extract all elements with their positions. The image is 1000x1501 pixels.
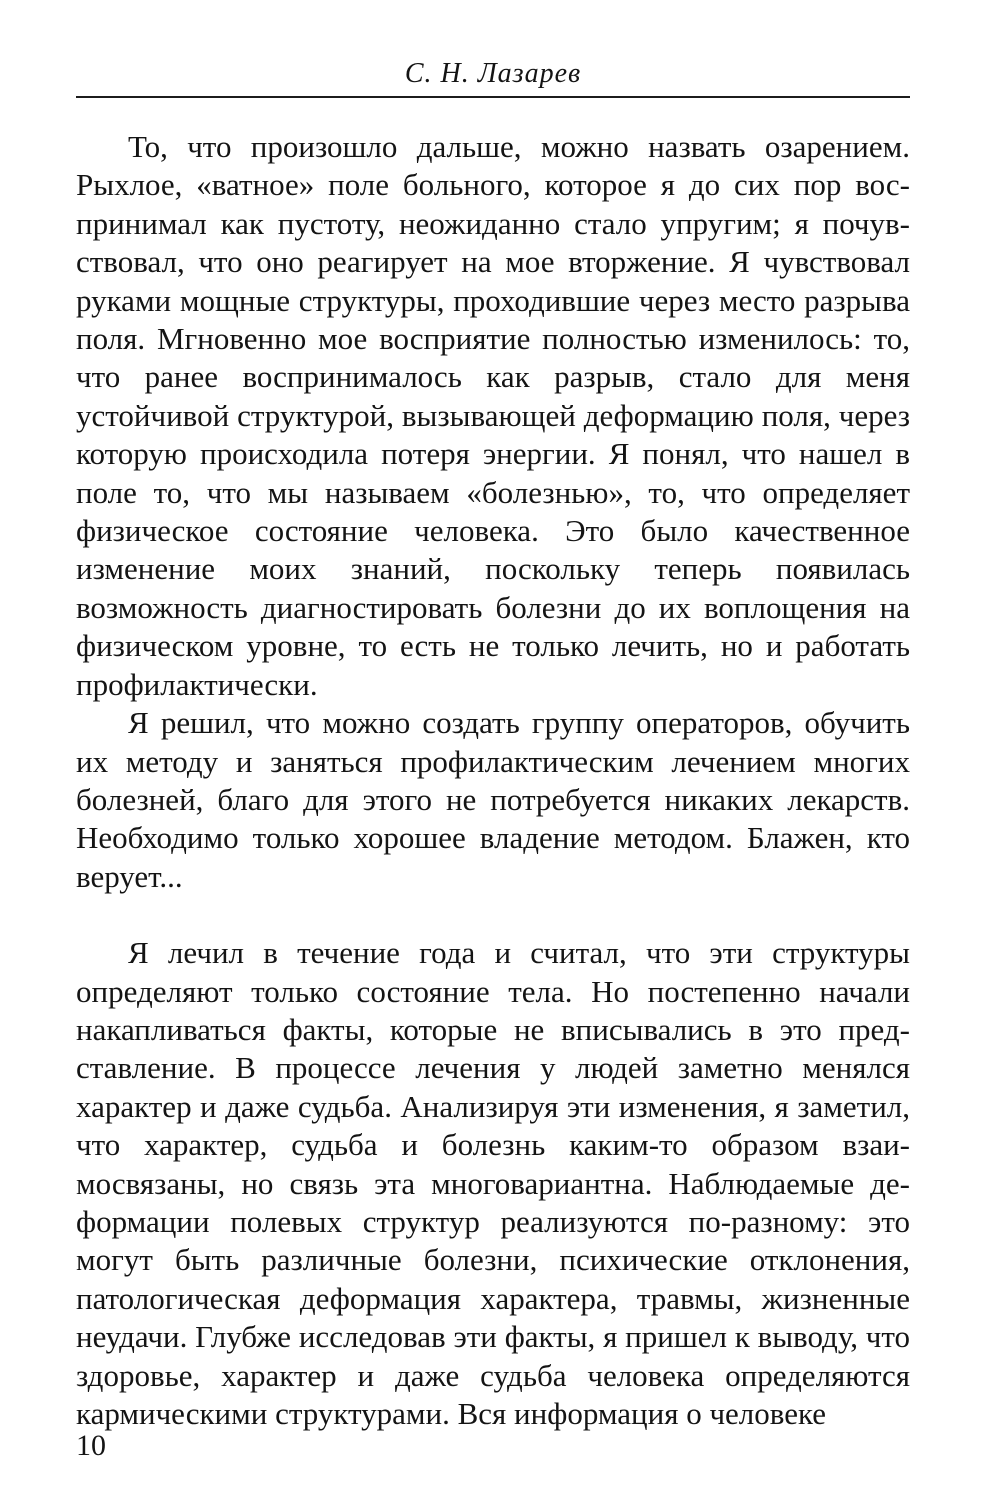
- running-header: [76, 52, 910, 98]
- page-text: [76, 128, 910, 1433]
- paragraph-2: Я решил, что можно создать группу операторов, обучить их методу и заняться профилактическим лечением многих болезней, благо для этого не потребуется никаких лекарств. Необходимо только хорошее владение методом. Блажен, кто верует...: [76, 705, 910, 894]
- paragraph-3: Я лечил в течение года и считал, что эти структуры определяют только состояние тела. Но постепенно начали накапливаться факты, которые не вписывались в это представление. В процессе лечения у людей заметно менялся характер и даже судьба. Анализируя эти изменения, я заметил, что характер, судьба и болезнь каким-то образом взаимосвязаны, но связь эта многовариантна. Наблюдаемые деформации полевых структур реализуются по-разному: это могут быть различные болезни, психические отклонения, патологическая деформация характера, травмы, жизненные неудачи. Глубже исследовав эти факты, я пришел к выводу, что здоровье, характер и даже судьба человека определяются кармическими структурами. Вся информация о человеке: [76, 935, 910, 1431]
- paragraph-1: То, что произошло дальше, можно назвать озарением. Рыхлое, «ватное» поле больного, которое я до сих пор воспринимал как пустоту, неожиданно стало упругим; я почувствовал, что оно реагирует на мое вторжение. Я чувствовал руками мощные структуры, проходившие через место разрыва поля. Мгновенно мое восприятие полностью изменилось: то, что ранее воспринималось как разрыв, стало для меня устойчивой структурой, вызывающей деформацию поля, через которую происходила потеря энергии. Я понял, что нашел в поле то, что мы называем «болезнью», то, что определяет физическое состояние человека. Это было качественное изменение моих знаний, поскольку теперь появилась возможность диагностировать болезни до их воплощения на физическом уровне, то есть не только лечить, но и работать профилактически.: [76, 129, 910, 702]
- page-number: 10: [76, 1429, 106, 1462]
- header-author: С. Н. Лазарев: [404, 58, 582, 89]
